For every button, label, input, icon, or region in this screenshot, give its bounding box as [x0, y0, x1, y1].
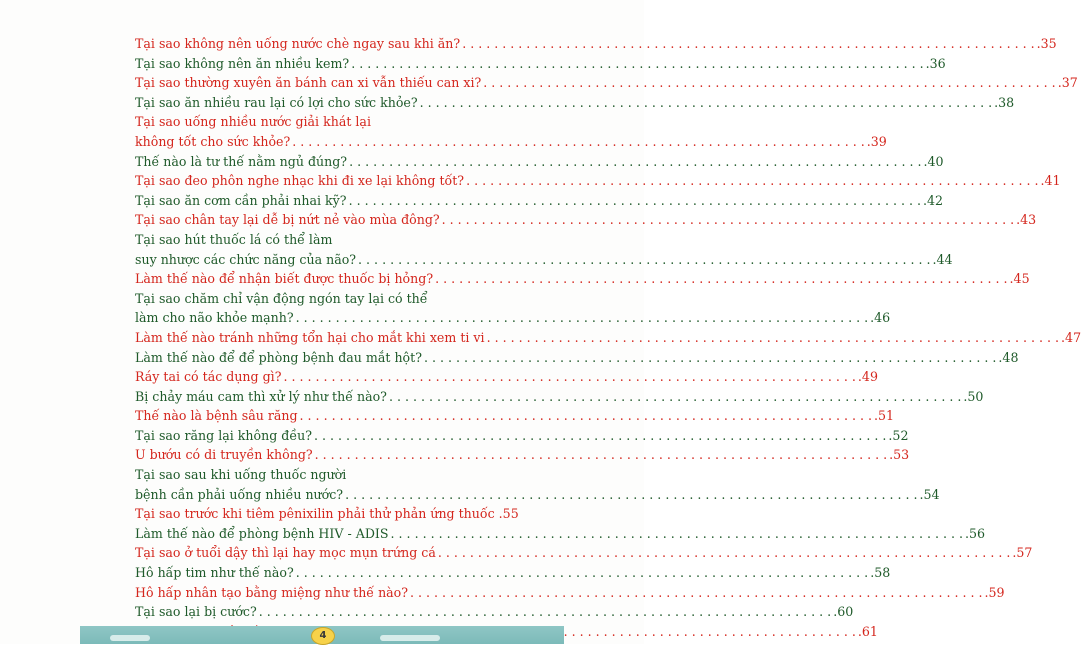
toc-entry-page: .57 [1012, 545, 1033, 561]
toc-entry-page: .48 [998, 349, 1019, 365]
toc-entry-title: làm cho não khỏe mạnh? [135, 310, 294, 326]
toc-entry [135, 171, 1061, 191]
toc-entry [135, 367, 878, 387]
dot-leader [292, 132, 864, 152]
toc-entry [135, 465, 515, 485]
toc-entry [135, 73, 1078, 93]
toc-entry [135, 328, 1081, 348]
dot-leader [483, 73, 1055, 93]
toc-entry-page: .36 [925, 55, 946, 71]
toc-entry [135, 504, 519, 524]
toc-entry-title: Hô hấp tim như thế nào? [135, 565, 294, 581]
toc-entry [135, 210, 1037, 230]
toc-entry [135, 112, 515, 132]
toc-entry [135, 543, 1033, 563]
toc-entry [135, 269, 1030, 289]
dot-leader [391, 524, 963, 544]
toc-entry [135, 602, 854, 622]
dot-leader [349, 191, 921, 211]
toc-entry [135, 308, 891, 328]
toc-entry [135, 348, 1019, 368]
dot-leader [283, 367, 855, 387]
toc-entry-title: Hô hấp nhân tạo bằng miệng như thế nào? [135, 584, 409, 600]
toc-entry-title: Tại sao uống nhiều nước giải khát lại [135, 114, 371, 130]
toc-entry [135, 445, 910, 465]
toc-entry-page: .53 [889, 447, 910, 463]
dot-leader [410, 583, 982, 603]
toc-entry-page: .58 [870, 565, 891, 581]
toc-entry-title: suy nhược các chức năng của não? [135, 251, 357, 267]
dot-leader [462, 34, 1034, 54]
toc-entry [135, 250, 953, 270]
toc-entry [135, 524, 986, 544]
toc-entry-page: .51 [874, 408, 895, 424]
toc-entry [135, 93, 1015, 113]
toc-entry [135, 583, 1005, 603]
toc-entry [135, 132, 887, 152]
toc-entry-title: Tại sao thường xuyên ăn bánh can xi vẫn thiếu can xi? [135, 75, 482, 91]
toc-entry [135, 485, 940, 505]
toc-entry-page: .43 [1016, 212, 1037, 228]
toc-entry-title: Tại sao chăm chỉ vận động ngón tay lại có thể [135, 290, 428, 306]
dot-leader [487, 328, 1059, 348]
dot-leader [345, 485, 917, 505]
dot-leader [259, 602, 831, 622]
toc-entry-page: .47 [1061, 329, 1081, 345]
toc-entry-title: Tại sao lại bị cước? [135, 604, 257, 620]
footer-decoration [110, 635, 150, 641]
dot-leader [300, 406, 872, 426]
toc-entry-title: U bướu có di truyền không? [135, 447, 313, 463]
toc-entry-title: Làm thế nào để để phòng bệnh đau mắt hột? [135, 349, 422, 365]
dot-leader [314, 426, 886, 446]
toc-entry-title: Thế nào là bệnh sâu răng [135, 408, 298, 424]
toc-entry-page: .42 [923, 192, 944, 208]
dot-leader [389, 387, 961, 407]
toc-entry [135, 289, 515, 309]
toc-entry-title: không tốt cho sức khỏe? [135, 133, 291, 149]
toc-entry-title: Tại sao răng lại không đều? [135, 427, 312, 443]
toc-entry-page: .41 [1040, 173, 1061, 189]
toc-entry [135, 54, 946, 74]
toc-entry-title: Tại sao hút thuốc lá có thể làm [135, 231, 333, 247]
toc-entry-page: .50 [963, 388, 984, 404]
toc-entry-page: .61 [857, 623, 878, 639]
toc-entry [135, 406, 895, 426]
toc-entry-title: Làm thế nào tránh những tổn hại cho mắt khi xem ti vi [135, 329, 485, 345]
toc-entry [135, 191, 944, 211]
toc-entry-title: Tại sao ăn cơm cần phải nhai kỹ? [135, 192, 347, 208]
page-number-badge: 4 [311, 627, 335, 645]
toc-entry-page: .46 [870, 310, 891, 326]
toc-entry-page: .40 [923, 153, 944, 169]
toc-entry-title: Tại sao sau khi uống thuốc người [135, 467, 347, 483]
toc-entry-page: .37 [1057, 75, 1078, 91]
toc-entry-title: Ráy tai có tác dụng gì? [135, 369, 282, 385]
toc-entry [135, 563, 891, 583]
toc-entry-page: .55 [498, 506, 519, 522]
toc-entry-page: .44 [932, 251, 953, 267]
dot-leader [438, 543, 1010, 563]
dot-leader [358, 250, 930, 270]
table-of-contents [135, 34, 1081, 641]
toc-entry-title: Tại sao không nên ăn nhiều kem? [135, 55, 350, 71]
dot-leader [442, 210, 1014, 230]
dot-leader [420, 93, 992, 113]
dot-leader [296, 563, 868, 583]
toc-entry-page: .49 [857, 369, 878, 385]
toc-entry-title: Thế nào là tư thế nằm ngủ đúng? [135, 153, 348, 169]
toc-entry-page: .39 [866, 133, 887, 149]
dot-leader [296, 308, 868, 328]
dot-leader [466, 171, 1038, 191]
dot-leader [349, 152, 921, 172]
toc-entry-page: .54 [919, 486, 940, 502]
toc-entry [135, 387, 984, 407]
toc-entry-page: .38 [994, 94, 1015, 110]
toc-entry-page: .52 [888, 427, 909, 443]
toc-entry-page: .59 [984, 584, 1005, 600]
toc-entry [135, 426, 909, 446]
dot-leader [315, 445, 887, 465]
toc-entry-page: .45 [1009, 271, 1030, 287]
toc-entry-title: Làm thế nào để phòng bệnh HIV - ADIS [135, 525, 389, 541]
dot-leader [351, 54, 923, 74]
toc-entry-page: .56 [965, 525, 986, 541]
toc-entry-title: Bị chảy máu cam thì xử lý như thế nào? [135, 388, 387, 404]
dot-leader [435, 269, 1007, 289]
toc-entry-title: Tại sao trước khi tiêm pênixilin phải thử phản ứng thuốc [135, 506, 495, 522]
toc-entry [135, 230, 515, 250]
toc-entry-page: .35 [1036, 36, 1057, 51]
toc-entry-title: bệnh cần phải uống nhiều nước? [135, 486, 344, 502]
toc-entry-page: .60 [833, 604, 854, 620]
toc-entry-title: Tại sao ăn nhiều rau lại có lợi cho sức khỏe? [135, 94, 418, 110]
dot-leader [424, 348, 996, 368]
toc-entry [135, 34, 1057, 54]
toc-entry-title: Tại sao ở tuổi dậy thì lại hay mọc mụn trứng cá [135, 545, 436, 561]
toc-entry-title: Tại sao đeo phôn nghe nhạc khi đi xe lại không tốt? [135, 173, 465, 189]
toc-entry [135, 152, 944, 172]
footer-decoration [380, 635, 440, 641]
toc-entry-title: Làm thế nào để nhận biết được thuốc bị hỏng? [135, 271, 434, 287]
toc-entry-title: Tại sao không nên uống nước chè ngay sau khi ăn? [135, 36, 461, 51]
toc-entry-title: Tại sao chân tay lại dễ bị nứt nẻ vào mùa đông? [135, 212, 440, 228]
